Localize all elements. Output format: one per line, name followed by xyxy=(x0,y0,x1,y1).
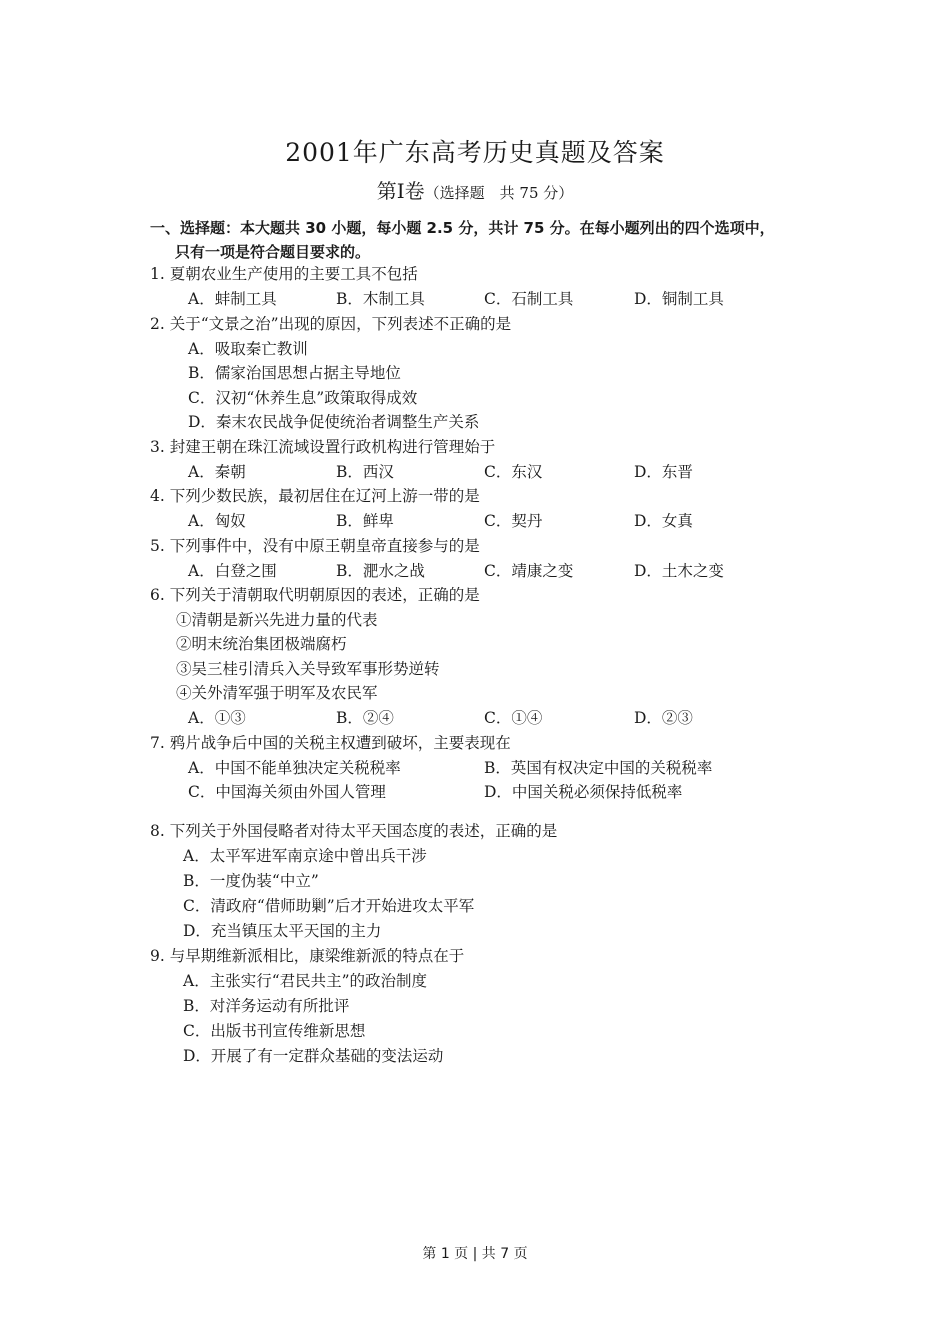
question-1-option-a: A．蚌制工具 xyxy=(188,290,277,308)
question-2-option-c: C．汉初“休养生息”政策取得成效 xyxy=(188,389,418,407)
question-2-stem: 2. 关于“文景之治”出现的原因，下列表述不正确的是 xyxy=(150,315,512,333)
question-6-option-a: A．①③ xyxy=(188,709,246,727)
question-1-option-d: D．铜制工具 xyxy=(634,290,724,308)
question-1-option-b: B．木制工具 xyxy=(336,290,425,308)
question-7-stem: 7. 鸦片战争后中国的关税主权遭到破坏，主要表现在 xyxy=(150,734,511,752)
question-9-option-b: B．对洋务运动有所批评 xyxy=(183,997,350,1015)
question-6-item-4: ④关外清军强于明军及农民军 xyxy=(176,684,378,702)
question-2-option-a: A．吸取秦亡教训 xyxy=(188,340,308,358)
question-3-option-d: D．东晋 xyxy=(634,463,693,481)
question-9-option-a: A．主张实行“君民共主”的政治制度 xyxy=(183,972,428,990)
section-heading xyxy=(0,175,950,204)
question-6-option-d: D．②③ xyxy=(634,709,693,727)
question-6-item-1: ①清朝是新兴先进力量的代表 xyxy=(176,611,378,629)
question-6-stem: 6. 下列关于清朝取代明朝原因的表述，正确的是 xyxy=(150,586,480,604)
question-4-option-c: C．契丹 xyxy=(484,512,543,530)
question-4-option-d: D．女真 xyxy=(634,512,693,530)
question-4-option-b: B．鲜卑 xyxy=(336,512,394,530)
question-7-option-b: B．英国有权决定中国的关税税率 xyxy=(484,759,713,777)
question-7-option-d: D．中国关税必须保持低税率 xyxy=(484,783,683,801)
question-3-option-b: B．西汉 xyxy=(336,463,394,481)
question-1-option-c: C．石制工具 xyxy=(484,290,574,308)
question-9-stem: 9. 与早期维新派相比，康梁维新派的特点在于 xyxy=(150,947,465,965)
question-3-option-c: C．东汉 xyxy=(484,463,543,481)
instructions xyxy=(150,216,850,264)
question-9-option-d: D．开展了有一定群众基础的变法运动 xyxy=(183,1047,444,1065)
question-2-option-b: B．儒家治国思想占据主导地位 xyxy=(188,364,401,382)
page-footer: 第 1 页 | 共 7 页 xyxy=(422,1246,528,1262)
question-5-stem: 5. 下列事件中，没有中原王朝皇帝直接参与的是 xyxy=(150,537,480,555)
question-5-option-b: B．淝水之战 xyxy=(336,562,425,580)
question-5-option-d: D．土木之变 xyxy=(634,562,724,580)
question-8-stem: 8. 下列关于外国侵略者对待太平天国态度的表述，正确的是 xyxy=(150,822,558,840)
question-2-option-d: D．秦末农民战争促使统治者调整生产关系 xyxy=(188,413,480,431)
question-6-item-2: ②明末统治集团极端腐朽 xyxy=(176,635,347,653)
page-title: 2001年广东高考历史真题及答案 xyxy=(285,138,665,167)
question-4-stem: 4. 下列少数民族，最初居住在辽河上游一带的是 xyxy=(150,487,480,505)
question-8-option-a: A．太平军进军南京途中曾出兵干涉 xyxy=(183,847,427,865)
question-6-item-3: ③吴三桂引清兵入关导致军事形势逆转 xyxy=(176,660,440,678)
question-6-option-b: B．②④ xyxy=(336,709,394,727)
question-8-option-b: B．一度伪装“中立” xyxy=(183,872,319,890)
question-4-option-a: A．匈奴 xyxy=(188,512,246,530)
question-3-option-a: A．秦朝 xyxy=(188,463,246,481)
question-8-option-d: D．充当镇压太平天国的主力 xyxy=(183,922,382,940)
question-1-stem: 1. 夏朝农业生产使用的主要工具不包括 xyxy=(150,265,418,283)
question-7-option-a: A．中国不能单独决定关税税率 xyxy=(188,759,401,777)
question-7-option-c: C．中国海关须由外国人管理 xyxy=(188,783,386,801)
instructions-line-1: 一、选择题：本大题共 30 小题，每小题 2.5 分，共计 75 分。在每小题列出的四个选项中， xyxy=(150,219,775,237)
question-8-option-c: C．清政府“借师助剿”后才开始进攻太平军 xyxy=(183,897,475,915)
instructions-line-2: 只有一项是符合题目要求的。 xyxy=(175,243,371,261)
question-6-option-c: C．①④ xyxy=(484,709,543,727)
question-5-option-a: A．白登之围 xyxy=(188,562,277,580)
question-5-option-c: C．靖康之变 xyxy=(484,562,574,580)
question-3-stem: 3. 封建王朝在珠江流域设置行政机构进行管理始于 xyxy=(150,438,496,456)
question-9-option-c: C．出版书刊宣传维新思想 xyxy=(183,1022,366,1040)
section-note: （选择题 共 75 分） xyxy=(424,184,574,202)
section-label: 第Ⅰ卷 xyxy=(376,179,425,203)
